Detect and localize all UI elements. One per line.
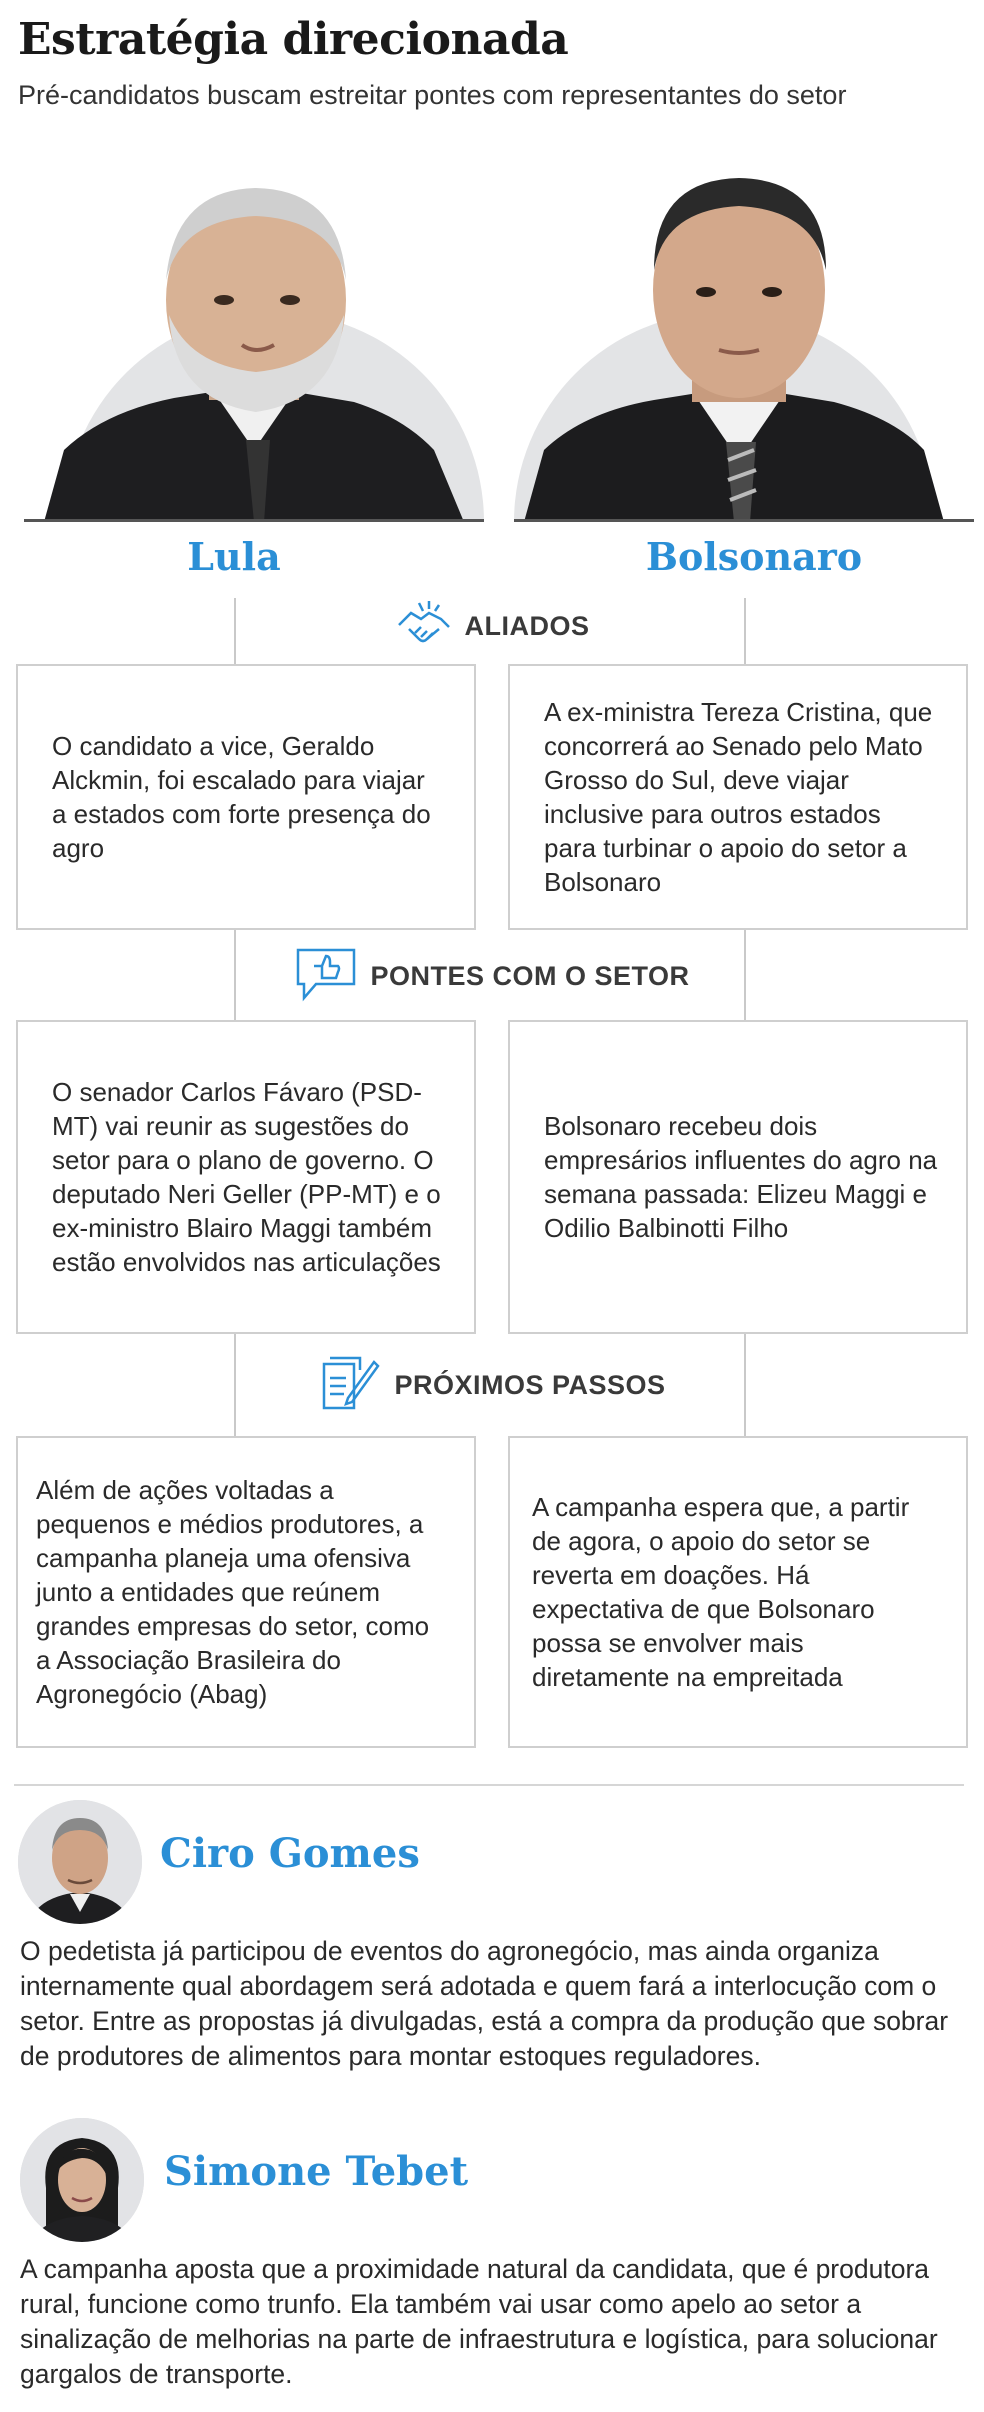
pontes-lula-text: O senador Carlos Fávaro (PSD-MT) vai reunir as sugestões do setor para o plano de governo. O deputado Neri Geller (PP-MT) e o ex-ministro Blairo Maggi também estão envolvidos nas articulações xyxy=(52,1077,441,1277)
section-label: PRÓXIMOS PASSOS xyxy=(394,1369,666,1400)
aliados-lula-box xyxy=(16,664,476,930)
document-pen-icon xyxy=(318,1354,382,1417)
proximos-bolsonaro-text: A campanha espera que, a partir de agora, o apoio do setor se reverta em doações. Há expectativa de que Bolsonaro possa se envolver mais diretamente na empreitada xyxy=(532,1492,910,1692)
proximos-bolsonaro-box xyxy=(508,1436,968,1748)
pontes-bolsonaro-text: Bolsonaro recebeu dois empresários influentes do agro na semana passada: Elizeu Maggi e Odilio Balbinotti Filho xyxy=(544,1111,938,1243)
section-label: PONTES COM O SETOR xyxy=(370,960,690,991)
pontes-lula-box xyxy=(16,1020,476,1334)
section-header-proximos xyxy=(0,1352,984,1418)
simone-tebet-name: Simone Tebet xyxy=(164,2148,469,2195)
section-header-aliados xyxy=(0,594,984,658)
proximos-lula-text: Além de ações voltadas a pequenos e médios produtores, a campanha planeja uma ofensiva junto a entidades que reúnem grandes empresas do setor, como a Associação Brasileira do Agronegócio (Abag) xyxy=(36,1475,430,1709)
aliados-bolsonaro-text: A ex-ministra Tereza Cristina, que concorrerá ao Senado pelo Mato Grosso do Sul, deve viajar inclusive para outros estados para turbinar o apoio do setor a Bolsonaro xyxy=(544,697,933,897)
divider xyxy=(14,1784,964,1786)
section-header-pontes xyxy=(0,942,984,1010)
candidate-name-bolsonaro: Bolsonaro xyxy=(645,534,863,579)
aliados-lula-text: O candidato a vice, Geraldo Alckmin, foi escalado para viajar a estados com forte presença do agro xyxy=(52,731,431,863)
ciro-gomes-avatar xyxy=(18,1800,142,1924)
pontes-bolsonaro-box xyxy=(508,1020,968,1334)
section-label: ALIADOS xyxy=(464,610,590,641)
bolsonaro-portrait xyxy=(514,150,974,522)
ciro-gomes-name: Ciro Gomes xyxy=(160,1830,420,1877)
candidate-name-lula: Lula xyxy=(187,534,281,579)
simone-tebet-avatar xyxy=(20,2118,144,2242)
thumbs-up-chat-icon xyxy=(294,946,358,1007)
page-subtitle: Pré-candidatos buscam estreitar pontes com representantes do setor xyxy=(18,80,847,110)
lula-portrait xyxy=(24,150,484,522)
proximos-lula-box xyxy=(16,1436,476,1748)
ciro-gomes-text: O pedetista já participou de eventos do agronegócio, mas ainda organiza internamente qual abordagem será adotada e quem fará a interlocução com o setor. Entre as propostas já divulgadas, está a compra da produção que sobrar de produtores de alimentos para montar estoques reguladores. xyxy=(20,1936,949,2071)
aliados-bolsonaro-box xyxy=(508,664,968,930)
handshake-icon xyxy=(395,599,453,654)
simone-tebet-text: A campanha aposta que a proximidade natural da candidata, que é produtora rural, funcione como trunfo. Ela também vai usar como apelo ao setor a sinalização de melhorias na parte de infraestrutura e logística, para solucionar gargalos de transporte. xyxy=(20,2254,938,2389)
page-title: Estratégia direcionada xyxy=(18,14,569,65)
